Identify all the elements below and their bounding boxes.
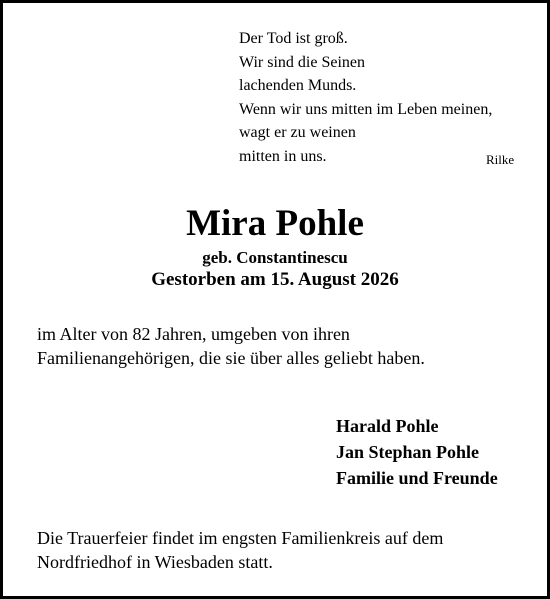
- poem-author: Rilke: [486, 152, 515, 167]
- age-statement-line: Familienangehörigen, die sie über alles geliebt haben.: [37, 348, 425, 368]
- poem-line: wagt er zu weinen: [239, 124, 356, 141]
- age-statement: [37, 322, 425, 370]
- poem-line: lachenden Munds.: [239, 77, 357, 94]
- mourner-name: Harald Pohle: [336, 416, 439, 436]
- mourners-list: [336, 413, 498, 491]
- poem: [239, 27, 492, 168]
- poem-line: mitten in uns.: [239, 147, 327, 165]
- funeral-notice-line: Nordfriedhof in Wiesbaden statt.: [37, 552, 273, 572]
- birth-name: geb. Constantinescu: [202, 248, 348, 267]
- mourner-name: Jan Stephan Pohle: [336, 442, 480, 462]
- funeral-notice: [37, 526, 443, 574]
- poem-line: Der Tod ist groß.: [239, 30, 348, 47]
- deceased-name: Mira Pohle: [186, 203, 364, 244]
- mourner-name: Familie und Freunde: [336, 468, 498, 488]
- funeral-notice-line: Die Trauerfeier findet im engsten Familienkreis auf dem: [37, 528, 444, 548]
- poem-line: Wir sind die Seinen: [239, 53, 365, 71]
- death-date: Gestorben am 15. August 2026: [151, 269, 399, 290]
- poem-line: Wenn wir uns mitten im Leben meinen,: [239, 100, 493, 118]
- age-statement-line: im Alter von 82 Jahren, umgeben von ihren: [37, 324, 350, 344]
